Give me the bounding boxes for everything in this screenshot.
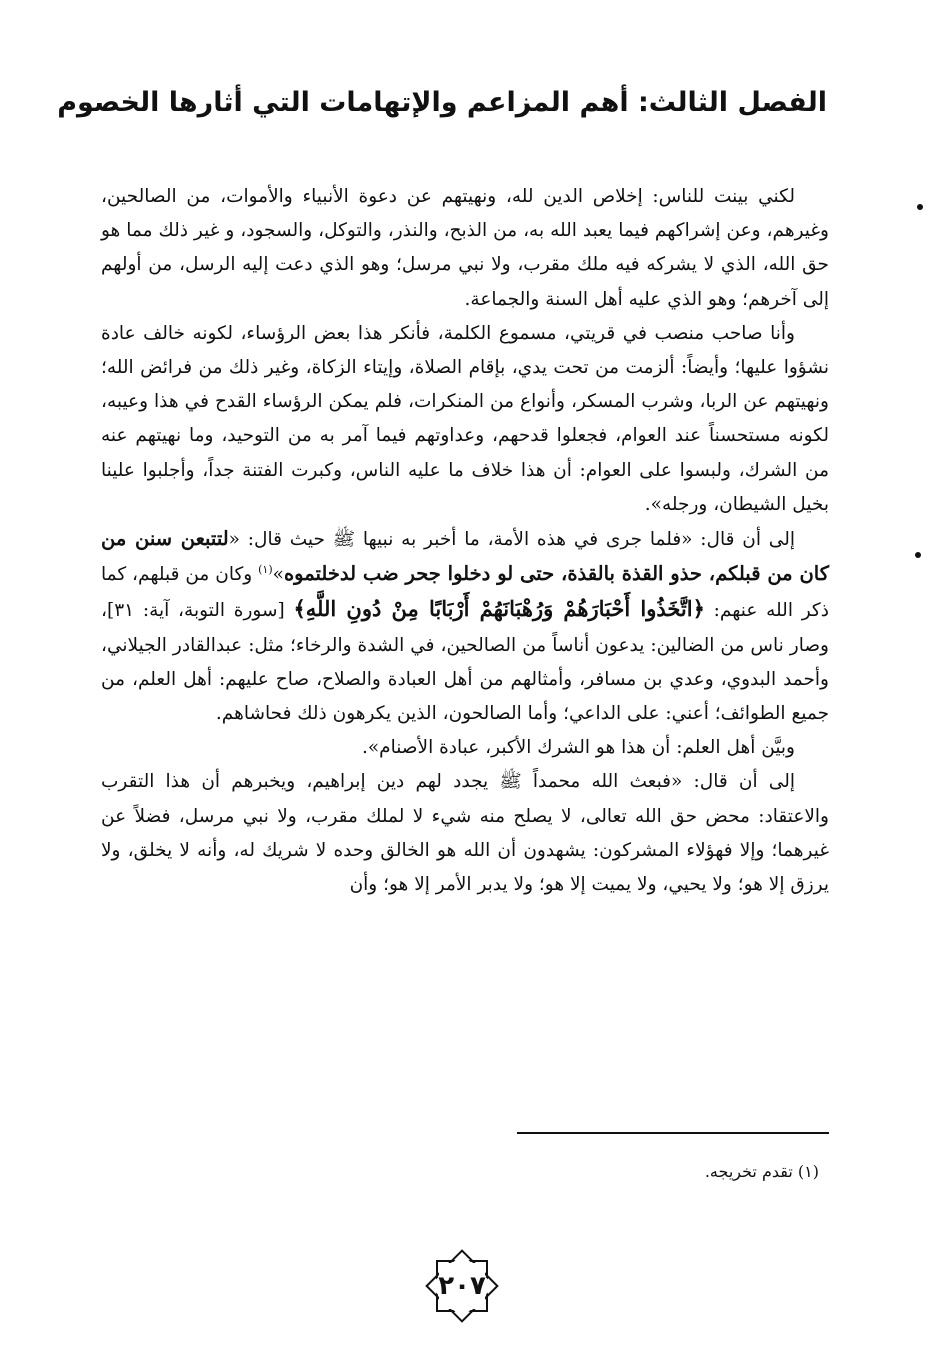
hadith-close: » — [272, 564, 284, 586]
chapter-title: الفصل الثالث: أهم المزاعم والإتهامات التي أثارها الخصوم — [57, 86, 827, 118]
paragraph-hadith — [101, 522, 829, 731]
margin-dot — [915, 552, 921, 558]
paragraph-intro: إلى أن قال: «فلما جرى في هذه الأمة، ما أخبر به نبيها ﷺ حيث قال: « — [228, 529, 795, 551]
footnote: (١) تقدم تخريجه. — [704, 1162, 819, 1181]
hadith-text: لتتبعن سنن من كان من قبلكم، حذو القذة بالقذة، حتى لو دخلوا جحر ضب لدخلتموه — [101, 527, 829, 586]
paragraph: وبيَّن أهل العلم: أن هذا هو الشرك الأكبر، عبادة الأصنام». — [361, 737, 795, 759]
page-number: ٢٠٧ — [438, 1271, 486, 1301]
running-header — [57, 80, 827, 124]
paragraph: إلى أن قال: «فبعث الله محمداً ﷺ يجدد لهم دين إبراهيم، ويخبرهم أن هذا التقرب والاعتقاد: محض حق الله تعالى، لا يصلح منه شيء لا لملك مقرب، ولا نبي مرسل، فضلاً عن غيرهما؛ وإلا فهؤلاء المشركون: يشهدون أن الله هو الخالق وحده لا شريك له، وأنه لا يخلق، ولا يرزق إلا هو؛ ولا يحيي، ولا يميت إلا هو؛ ولا يدبر الأمر إلا هو؛ وأن — [101, 771, 829, 896]
margin-dot — [917, 204, 923, 210]
footnote-reference: (١) — [258, 563, 273, 577]
paragraph: وأنا صاحب منصب في قريتي، مسموع الكلمة، فأنكر هذا بعض الرؤساء، لكونه خالف عادة نشؤوا عليها؛ وأيضاً: ألزمت من تحت يدي، بإقام الصلاة، وإيتاء الزكاة، وغير ذلك من فرائض الله؛ ونهيتهم عن الربا، وشرب المسكر، وأنواع من المنكرات، فلم يمكن الرؤساء القدح في هذا وعيبه، لكونه مستحسناً عند العوام، فجعلوا قدحهم، وعداوتهم فيما آمر به من التوحيد، وما نهيتهم عنه من الشرك، ولبسوا على العوام: أن هذا خلاف ما عليه الناس، وكبرت الفتنة جداً، وأجلبوا علينا بخيل الشيطان، ورجله». — [101, 322, 829, 515]
page-number-badge — [420, 1244, 504, 1328]
paragraph: لكني بينت للناس: إخلاص الدين لله، ونهيتهم عن دعوة الأنبياء والأموات، من الصالحين، وغيرهم، وعن إشراكهم فيما يعبد الله به، من الذبح، والنذر، والتوكل، والسجود، و غير ذلك مما هو حق الله، الذي لا يشركه فيه ملك مقرب، ولا نبي مرسل؛ وهو الذي دعت إليه الرسل، من أولهم إلى آخرهم؛ وهو الذي عليه أهل السنة والجماعة. — [101, 186, 829, 310]
footnote-separator — [517, 1132, 829, 1134]
quran-verse: ﴿اتَّخَذُوا أَحْبَارَهُمْ وَرُهْبَانَهُمْ أَرْبَابًا مِنْ دُونِ اللَّهِ﴾ — [293, 596, 705, 622]
paragraph-mid: وكان من قبلهم، كما ذكر الله عنهم: — [101, 564, 829, 622]
body-text — [101, 180, 829, 902]
paragraph-continuation: [سورة التوبة، آية: ٣١]، وصار ناس من الضالين: يدعون أناساً من الصالحين، في الشدة والرخاء؛ مثل: عبدالقادر الجيلاني، وأحمد البدوي، وعدي بن مسافر، وأمثالهم من أهل العبادة والصلاح، صاح عليهم: أهل العلم، من جميع الطوائف؛ أعني: على الداعي؛ وأما الصالحون، الذين يكرهون ذلك فحاشاهم. — [101, 600, 829, 725]
